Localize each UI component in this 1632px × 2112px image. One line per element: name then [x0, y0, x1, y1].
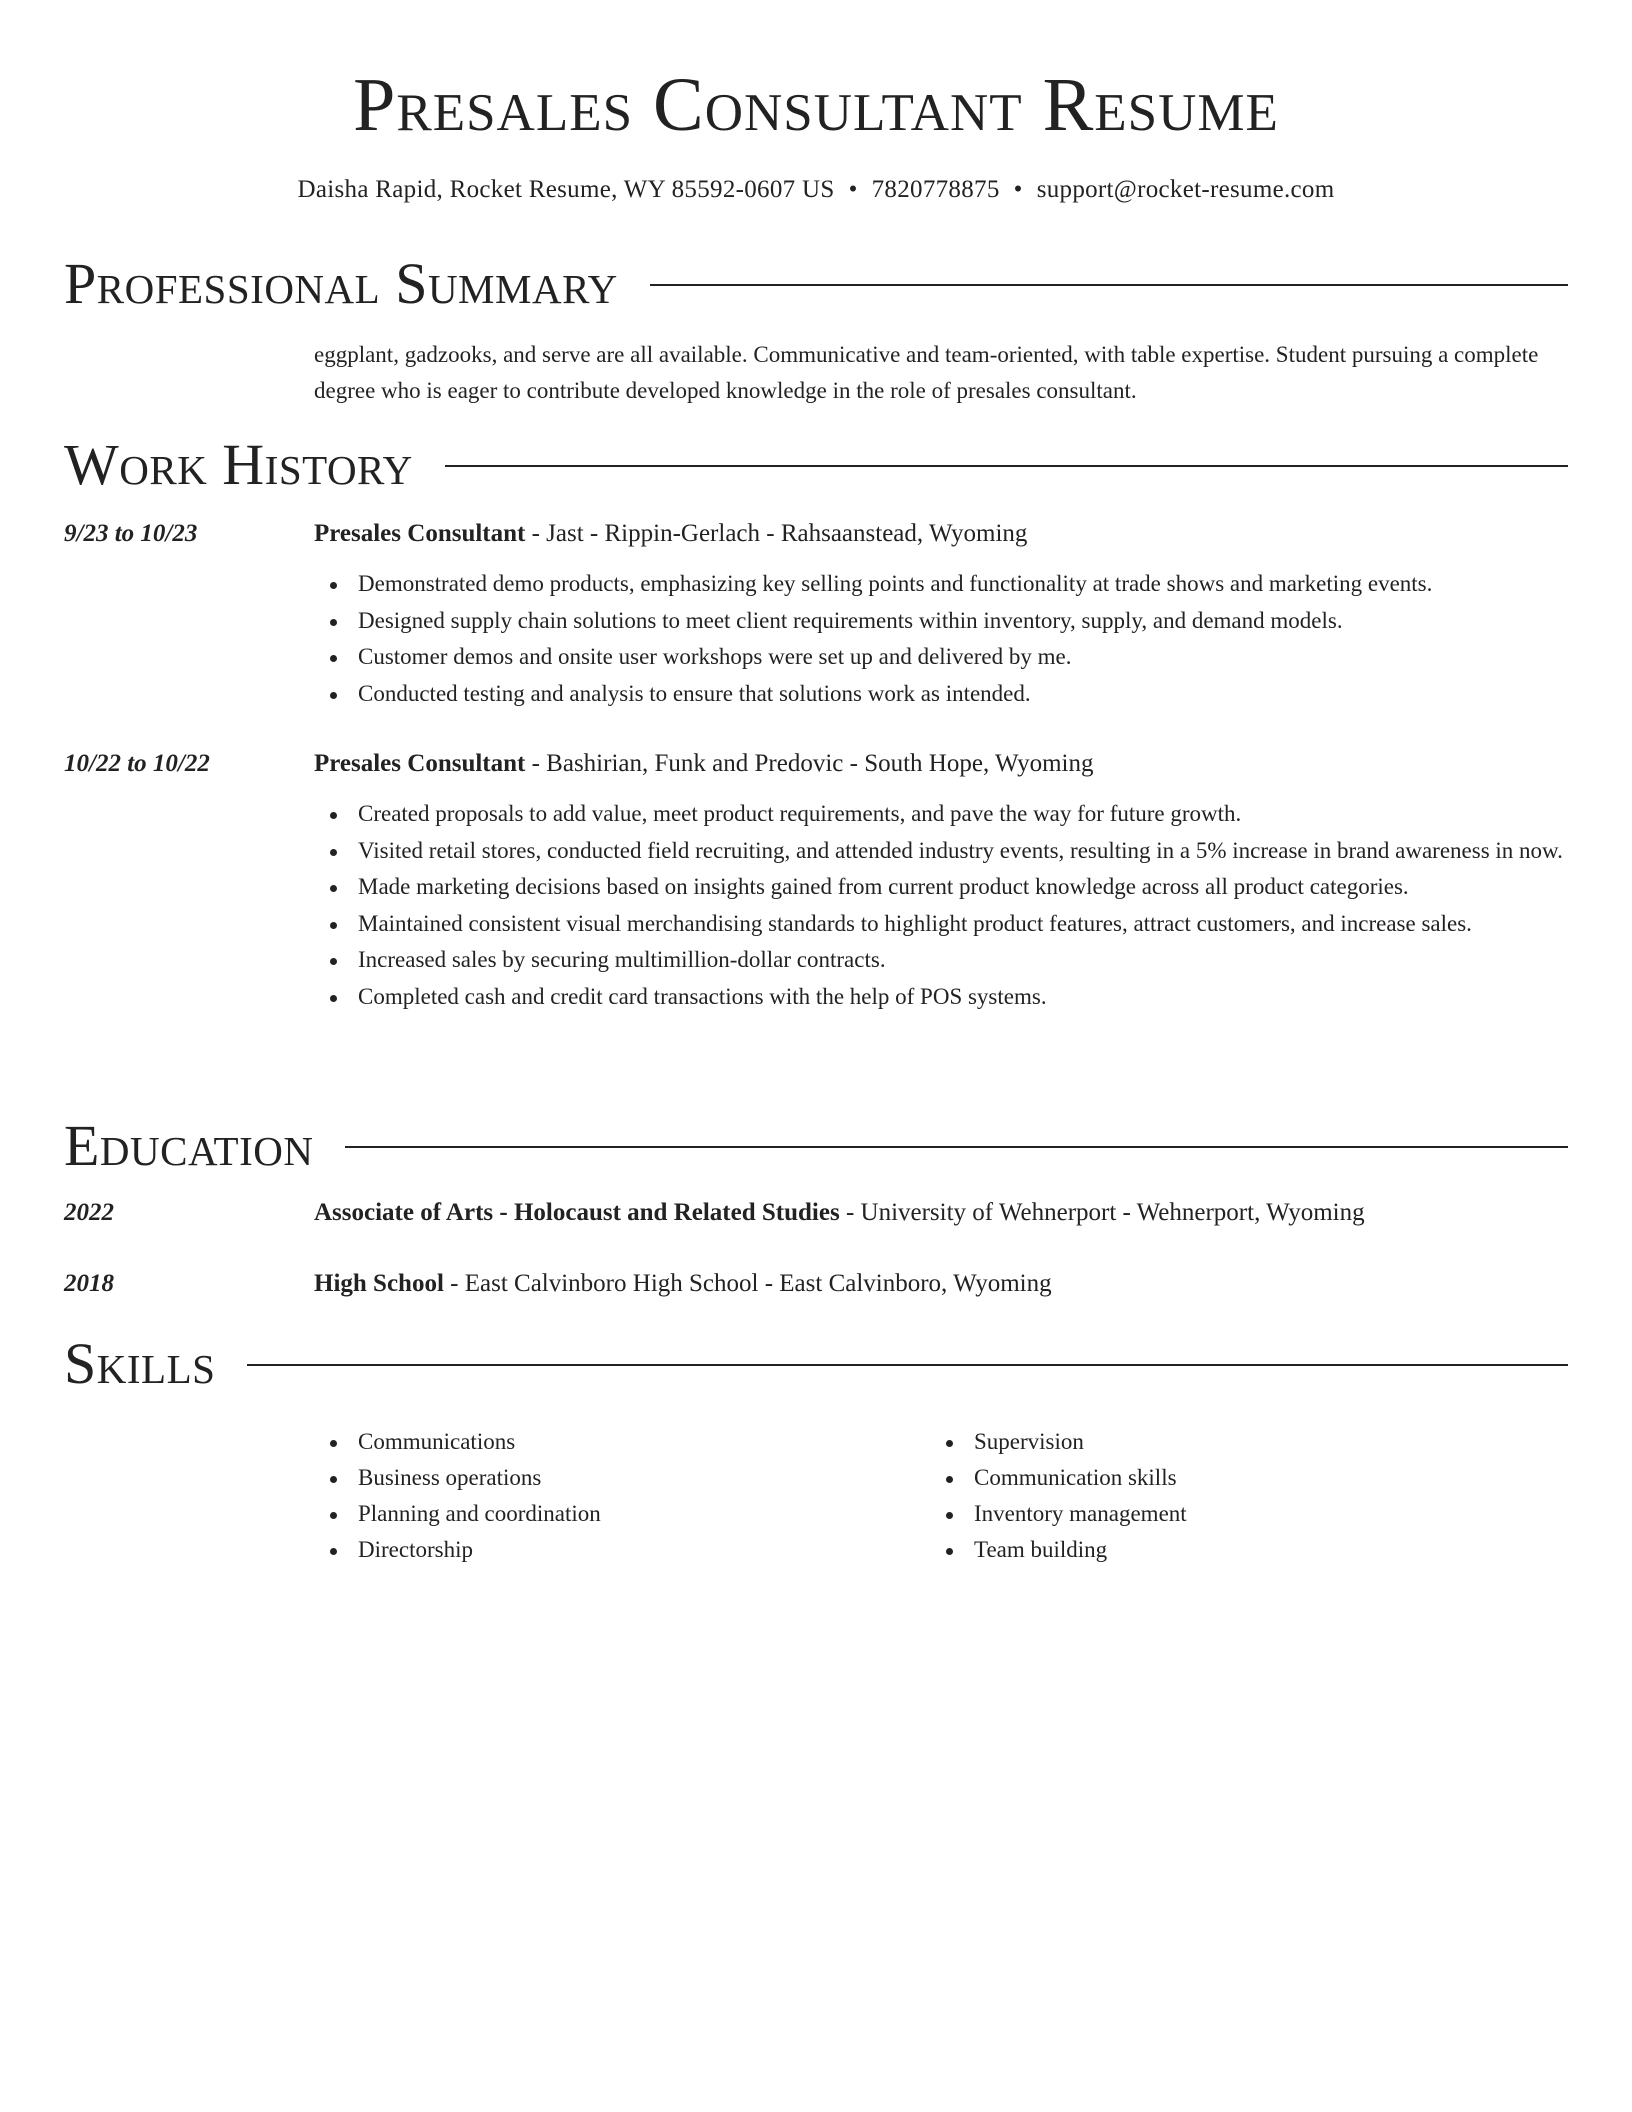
section-title-summary: Professional Summary	[64, 251, 618, 316]
list-item: Conducted testing and analysis to ensure that solutions work as intended.	[314, 676, 1574, 713]
education-heading	[314, 1195, 1574, 1231]
work-employer: - Jast - Rippin-Gerlach - Rahsaanstead, Wyoming	[525, 520, 1028, 547]
skill-item: Inventory management	[930, 1496, 1546, 1532]
work-dates: 10/22 to 10/22	[64, 750, 210, 777]
skill-item: Planning and coordination	[314, 1496, 930, 1532]
list-item: Created proposals to add value, meet product requirements, and pave the way for future growth.	[314, 796, 1574, 833]
education-school: - East Calvinboro High School - East Calvinboro, Wyoming	[443, 1270, 1052, 1297]
section-header-skills	[64, 1330, 1568, 1398]
work-employer: - Bashirian, Funk and Predovic - South Hope, Wyoming	[525, 750, 1094, 777]
education-school: - University of Wehnerport - Wehnerport, Wyoming	[839, 1199, 1365, 1226]
skill-item: Communication skills	[930, 1460, 1546, 1496]
contact-line	[0, 172, 1632, 208]
list-item: Designed supply chain solutions to meet client requirements within inventory, supply, and demand models.	[314, 603, 1574, 640]
skill-item: Business operations	[314, 1460, 930, 1496]
section-divider	[345, 1146, 1568, 1148]
education-degree: Associate of Arts - Holocaust and Related Studies	[314, 1199, 840, 1226]
skill-item: Directorship	[314, 1532, 930, 1568]
education-year: 2018	[64, 1270, 114, 1297]
section-title-work: Work History	[64, 432, 413, 497]
page-title: Presales Consultant Resume	[353, 63, 1279, 147]
work-heading	[314, 746, 1574, 782]
list-item: Increased sales by securing multimillion-dollar contracts.	[314, 942, 1574, 979]
list-item: Made marketing decisions based on insights gained from current product knowledge across all product categories.	[314, 869, 1574, 906]
skills-list	[314, 1424, 1574, 1568]
contact-address: Daisha Rapid, Rocket Resume, WY 85592-0607 US	[297, 176, 835, 203]
skill-item: Team building	[930, 1532, 1546, 1568]
contact-separator: •	[1013, 176, 1023, 203]
section-divider	[650, 284, 1568, 286]
education-heading	[314, 1266, 1574, 1302]
work-body	[314, 516, 1574, 712]
contact-phone: 7820778875	[871, 176, 1000, 203]
list-item: Maintained consistent visual merchandising standards to highlight product features, attract customers, and increase sales.	[314, 906, 1574, 943]
work-bullets	[314, 796, 1574, 1015]
work-role: Presales Consultant	[314, 750, 526, 777]
summary-text: eggplant, gadzooks, and serve are all available. Communicative and team-oriented, with table expertise. Student pursuing a complete degree who is eager to contribute developed knowledge in the role of presales consultant.	[314, 342, 1539, 403]
skills-column-left	[314, 1424, 930, 1568]
contact-separator: •	[848, 176, 858, 203]
education-body	[314, 1195, 1574, 1231]
work-body	[314, 746, 1574, 1015]
list-item: Demonstrated demo products, emphasizing key selling points and functionality at trade shows and marketing events.	[314, 566, 1574, 603]
contact-email: support@rocket-resume.com	[1036, 176, 1335, 203]
work-role: Presales Consultant	[314, 520, 526, 547]
section-header-summary	[64, 250, 1568, 318]
work-dates: 9/23 to 10/23	[64, 520, 198, 547]
list-item: Visited retail stores, conducted field recruiting, and attended industry events, resulting in a 5% increase in brand awareness in now.	[314, 833, 1574, 870]
education-degree: High School	[314, 1270, 444, 1297]
education-year: 2022	[64, 1199, 114, 1226]
list-item: Customer demos and onsite user workshops were set up and delivered by me.	[314, 639, 1574, 676]
skills-column-right	[930, 1424, 1546, 1568]
section-title-skills: Skills	[64, 1331, 216, 1396]
work-heading	[314, 516, 1574, 552]
list-item: Completed cash and credit card transactions with the help of POS systems.	[314, 979, 1574, 1016]
section-divider	[247, 1364, 1568, 1366]
section-header-work	[64, 431, 1568, 499]
work-bullets	[314, 566, 1574, 712]
section-header-education	[64, 1112, 1568, 1180]
education-body	[314, 1266, 1574, 1302]
section-title-education: Education	[64, 1113, 314, 1178]
section-divider	[445, 465, 1568, 467]
skill-item: Communications	[314, 1424, 930, 1460]
skill-item: Supervision	[930, 1424, 1546, 1460]
